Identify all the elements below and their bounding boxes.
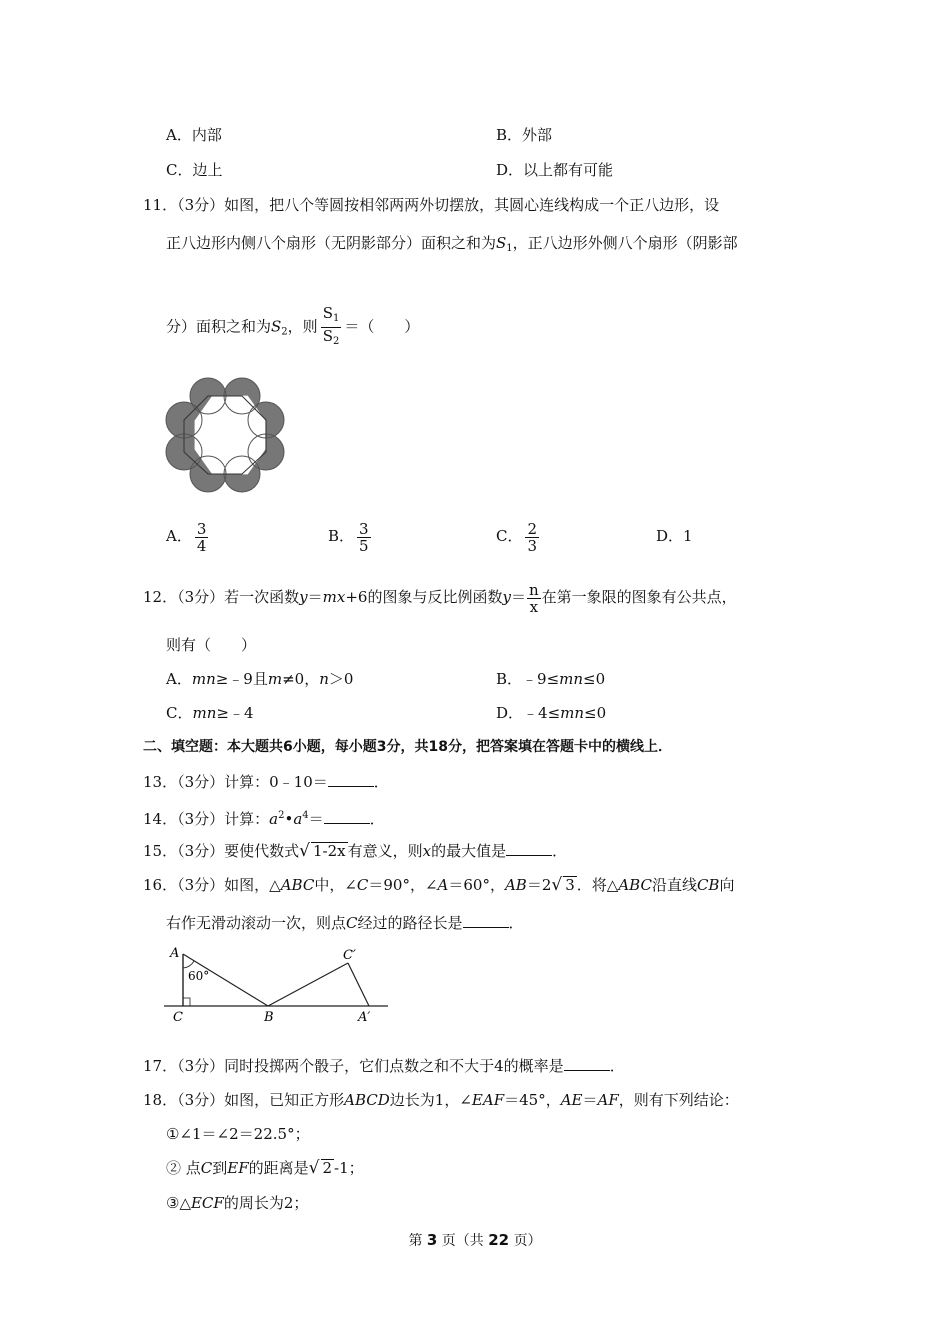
answer-blank [506,843,552,856]
q12-option-a: A．mn≥﹣9且m≠0，n＞0 [166,670,354,688]
q10-option-a: A．内部 [166,126,222,144]
q18-line1: 18．（3分）如图，已知正方形ABCD边长为1，∠EAF＝45°，AE＝AF，则有下列结论： [143,1091,739,1109]
q16-line1: 16．（3分）如图，△ABC中，∠C＝90°，∠A＝60°，AB＝2√ 3 ．将△ABC沿直线CB向 [143,875,735,895]
sqrt-symbol: √ [551,875,563,895]
q16-rolling-triangle-figure [160,940,392,1028]
q12-line2: 则有（ ） [166,636,257,654]
q11-option-d: D．1 [656,527,693,545]
q14: 14．（3分）计算：$a^2•a^4=$ ． [143,810,385,828]
q10-option-c: C．边上 [166,161,223,179]
answer-blank [324,811,370,824]
q18-conclusion-2: ② 点C到EF的距离是√ 2 -1； [166,1158,364,1178]
answer-blank [463,915,509,928]
q10-option-b: B．外部 [496,126,553,144]
section2-heading: 二、填空题：本大题共6小题，每小题3分，共18分，把答案填在答题卡中的横线上． [143,739,672,755]
q18-conclusion-1: ①∠1＝∠2＝22.5°； [166,1125,310,1143]
fig-label-b: B [264,1010,274,1025]
q12-option-b: B．﹣9≤mn≤0 [496,670,606,688]
answer-blank [328,774,374,787]
sqrt-symbol: √ [299,841,310,861]
q11-line3: 分）面积之和为$S_2$，则 $\frac{S_1}{S_2}$ ＝（ ） [166,305,419,354]
q12-option-d: D．﹣4≤mn≤0 [496,704,607,722]
q13: 13．（3分）计算：0﹣10＝ ． [143,773,389,791]
fig-label-a-prime: A′ [358,1010,371,1025]
q11-line1: 11．（3分）如图，把八个等圆按相邻两两外切摆放，其圆心连线构成一个正八边形，设 [143,196,720,214]
page-footer: 第 3 页（共 22 页） [408,1231,542,1249]
fig-label-c: C [173,1010,183,1025]
fig-label-c-prime: C′ [343,948,356,963]
q16-line2: 右作无滑动滚动一次，则点C经过的路径长是 ． [166,914,524,932]
q17: 17．（3分）同时投掷两个骰子，它们点数之和不大于4的概率是 ． [143,1057,625,1075]
fig-angle-label: 60° [188,969,210,983]
q12-option-c: C．mn≥﹣4 [166,704,254,722]
q10-option-d: D．以上都有可能 [496,161,614,179]
q11-fraction: $\frac{S_1}{S_2}$ [322,304,340,347]
q11-option-c: C． $\frac{2}{3}$ [496,519,538,555]
q18-conclusion-3: ③△ECF的周长为2； [166,1194,309,1212]
sqrt-symbol: √ [308,1158,320,1178]
answer-blank [564,1058,610,1071]
q12-line1: 12．（3分）若一次函数y＝mx+6的图象与反比例函数y＝ $\frac{n}{x}$ 在第一象限的图象有公共点， [143,580,737,616]
q11-option-a: A． $\frac{3}{4}$ [166,519,207,555]
q11-line2: 正八边形内侧八个扇形（无阴影部分）面积之和为$S_1$，正八边形外侧八个扇形（阴影部 [166,234,738,254]
q15: 15．（3分）要使代数式√ 1-2x 有意义，则x的最大值是 ． [143,841,568,861]
q11-option-b: B． $\frac{3}{5}$ [328,519,369,555]
q11-octagon-circles-figure [160,372,290,498]
fig-label-a: A [170,946,180,961]
